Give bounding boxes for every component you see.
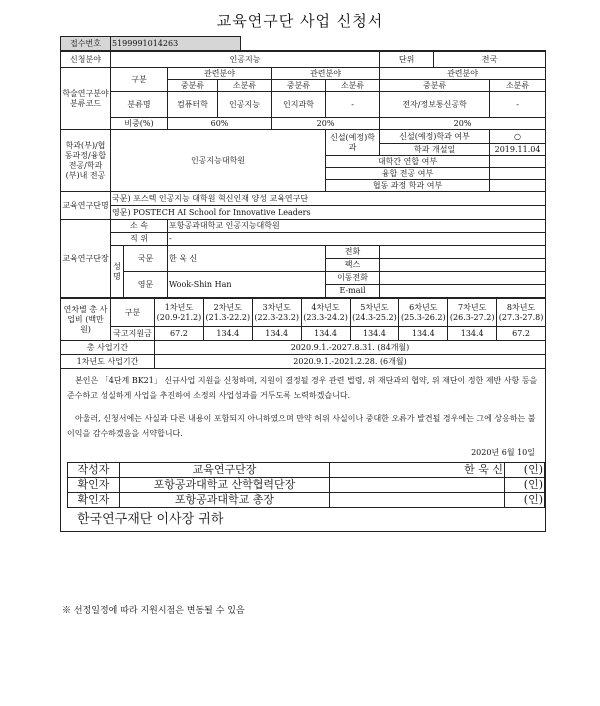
- leader-kr-name: 한 욱 신: [168, 246, 326, 272]
- declaration-p1: 본인은 「4단계 BK21」 신규사업 지원을 신청하며, 지원이 결정될 경우 관련 법령, 위 재단과의 협약, 위 재단이 정한 제반 사항 등을 준수하고 성실하게 사업을 추진하여 소정의 사업성과를 거두도록 노력하겠습니다.: [67, 376, 538, 400]
- budget-category: 구분: [111, 299, 155, 327]
- dept-sub-2-value: [490, 156, 546, 168]
- dept-sub-2-label: 대학간 연합 여부: [326, 156, 490, 168]
- team-name-en: 영문) POSTECH AI School for Innovative Leaders: [111, 206, 546, 220]
- dept-sub-0-label: 신설(예정)학과 여부: [380, 130, 490, 144]
- contact-email-label: E-mail: [326, 285, 380, 298]
- contact-fax-value: [380, 259, 546, 272]
- year-8: [497, 299, 546, 327]
- leader-position: -: [168, 233, 546, 246]
- dept-value: 인공지능대학원: [111, 130, 326, 192]
- dept-sub-3-value: [490, 168, 546, 180]
- classification-category: 구분: [111, 68, 168, 92]
- amount-5: 134.4: [350, 327, 399, 341]
- dept-sub-1-label: 학과 개설일: [380, 144, 490, 156]
- year-3: [252, 299, 301, 327]
- year-5-period: (24.3-25.2): [352, 312, 397, 322]
- first-period-label: 1차년도 사업기간: [61, 355, 155, 369]
- team-name-label: 교육연구단명: [61, 192, 111, 220]
- related-field-2: 관련분야: [272, 68, 380, 80]
- dept-sub-0-value: ○: [490, 130, 546, 144]
- year-1-name: 1차년도: [164, 302, 194, 312]
- dept-new-label: 신설(예정)학과: [326, 130, 380, 156]
- total-period-label: 총 사업기간: [61, 341, 155, 355]
- team-name-kr: 국문) 포스텍 인공지능 대학원 혁신인재 양성 교육연구단: [111, 192, 546, 206]
- first-period-value: 2020.9.1.-2021.2.28. (6개월): [155, 355, 546, 369]
- dept-sub-3-label: 융합 전공 여부: [326, 168, 490, 180]
- declaration-p2: 아울러, 신청서에는 사실과 다른 내용이 포함되지 아니하였으며 만약 허위 사실이나 중대한 오류가 발견될 경우에는 그에 상응하는 불이익을 감수하겠음을 서약합니다.: [67, 414, 536, 438]
- budget-label: 연차별 총 사업비 (백만원): [61, 299, 111, 341]
- sig-1-name: 교육연구단장: [120, 463, 330, 478]
- field-3-minor: -: [490, 92, 546, 118]
- year-8-name: 8차년도: [506, 302, 536, 312]
- field-1-major: 컴퓨터학: [168, 92, 218, 118]
- classification-name-label: 분류명: [111, 92, 168, 118]
- contact-email-value: [380, 285, 546, 298]
- year-7: [448, 299, 497, 327]
- sig-1-person: 한 욱 신: [330, 463, 505, 478]
- leader-position-label: 직 위: [111, 233, 168, 246]
- receipt-table: [60, 36, 546, 51]
- sig-3-name: 포항공과대학교 총장: [120, 493, 330, 508]
- receipt-number: 5199991014263: [111, 37, 241, 51]
- dept-sub-4-value: [490, 180, 546, 192]
- year-4-name: 4차년도: [311, 302, 340, 312]
- field-3-major: 전자/정보통신공학: [380, 92, 490, 118]
- amount-1: 67.2: [155, 327, 204, 341]
- leader-en-label: 영문: [124, 272, 168, 298]
- sig-1-role: 작성자: [68, 463, 120, 478]
- amount-2: 134.4: [203, 327, 252, 341]
- field-3-ratio: 20%: [380, 118, 546, 130]
- amount-7: 134.4: [448, 327, 497, 341]
- year-7-period: (26.3-27.2): [449, 312, 495, 322]
- year-6-name: 6차년도: [409, 302, 438, 312]
- unit-label: 단위: [380, 52, 434, 68]
- leader-affil-label: 소 속: [111, 220, 168, 233]
- year-1: [155, 299, 204, 327]
- amount-3: 134.4: [252, 327, 301, 341]
- signature-table: [67, 462, 545, 508]
- field-1-ratio: 60%: [168, 118, 272, 130]
- sig-3-role: 확인자: [68, 493, 120, 508]
- declaration: [60, 369, 546, 532]
- addressee: 한국연구재단 이사장 귀하: [77, 512, 224, 527]
- year-2-name: 2차년도: [213, 302, 242, 312]
- contact-mobile-value: [380, 272, 546, 285]
- year-1-period: (20.9-21.2): [156, 312, 202, 322]
- leader-kr-label: 국문: [124, 246, 168, 272]
- related-field-1: 관련분야: [168, 68, 272, 80]
- contact-fax-label: 팩스: [326, 259, 380, 272]
- leader-name-label: 성명: [111, 246, 124, 298]
- contact-mobile-label: 이동전화: [326, 272, 380, 285]
- major-3: 중분류: [380, 80, 490, 92]
- declaration-date: 2020년 6월 10일: [471, 448, 535, 457]
- field-2-ratio: 20%: [272, 118, 380, 130]
- year-5-name: 5차년도: [360, 302, 389, 312]
- field-2-major: 인지과학: [272, 92, 326, 118]
- classification-label: 학술연구분야 분류코드: [61, 68, 111, 130]
- footnote: ※ 선정일정에 따라 지원시점은 변동될 수 있음: [62, 606, 245, 616]
- receipt-label: 접수번호: [61, 37, 111, 51]
- year-2-period: (21.3-22.2): [205, 312, 251, 322]
- field-value: 인공지능: [111, 52, 380, 68]
- sig-3-seal: (인): [505, 493, 545, 508]
- ratio-label: 비중(%): [111, 118, 168, 130]
- sig-2-name: 포항공과대학교 산학협력단장: [120, 478, 330, 493]
- total-period-value: 2020.9.1.-2027.8.31. (84개월): [155, 341, 546, 355]
- dept-sub-1-value: 2019.11.04: [490, 144, 546, 156]
- contact-phone-label: 전화: [326, 246, 380, 259]
- fund-label: 국고지원금: [111, 327, 155, 341]
- year-6: [399, 299, 448, 327]
- sig-2-role: 확인자: [68, 478, 120, 493]
- page-title: 교육연구단 사업 신청서: [216, 12, 384, 30]
- year-5: [350, 299, 399, 327]
- sig-1-seal: (인): [505, 463, 545, 478]
- sig-3-person: [330, 493, 505, 508]
- year-6-period: (25.3-26.2): [401, 312, 446, 322]
- year-3-period: (22.3-23.2): [254, 312, 299, 322]
- application-form: [60, 36, 546, 532]
- leader-affil: 포항공과대학교 인공지능대학원: [168, 220, 546, 233]
- year-8-period: (27.3-27.8): [498, 312, 544, 322]
- unit-value: 전국: [434, 52, 546, 68]
- major-1: 중분류: [168, 80, 218, 92]
- minor-2: 소분류: [326, 80, 380, 92]
- field-2-minor: -: [326, 92, 380, 118]
- minor-1: 소분류: [218, 80, 272, 92]
- sig-2-seal: (인): [505, 478, 545, 493]
- year-4: [301, 299, 350, 327]
- sig-2-person: [330, 478, 505, 493]
- year-7-name: 7차년도: [458, 302, 487, 312]
- year-3-name: 3차년도: [262, 302, 291, 312]
- leader-en-name: Wook-Shin Han: [168, 272, 326, 298]
- field-label: 신청분야: [61, 52, 111, 68]
- minor-3: 소분류: [490, 80, 546, 92]
- contact-phone-value: [380, 246, 546, 259]
- budget-table: [60, 298, 546, 369]
- main-table: [60, 51, 546, 298]
- field-1-minor: 인공지능: [218, 92, 272, 118]
- amount-4: 134.4: [301, 327, 350, 341]
- year-4-period: (23.3-24.2): [303, 312, 348, 322]
- major-2: 중분류: [272, 80, 326, 92]
- year-2: [203, 299, 252, 327]
- dept-label: 학과(부)/협동과정/융합전공/학과(부)내 전공: [61, 130, 111, 192]
- dept-sub-4-label: 협동 과정 학과 여부: [326, 180, 490, 192]
- leader-label: 교육연구단장: [61, 220, 111, 298]
- related-field-3: 관련분야: [380, 68, 546, 80]
- amount-8: 67.2: [497, 327, 546, 341]
- amount-6: 134.4: [399, 327, 448, 341]
